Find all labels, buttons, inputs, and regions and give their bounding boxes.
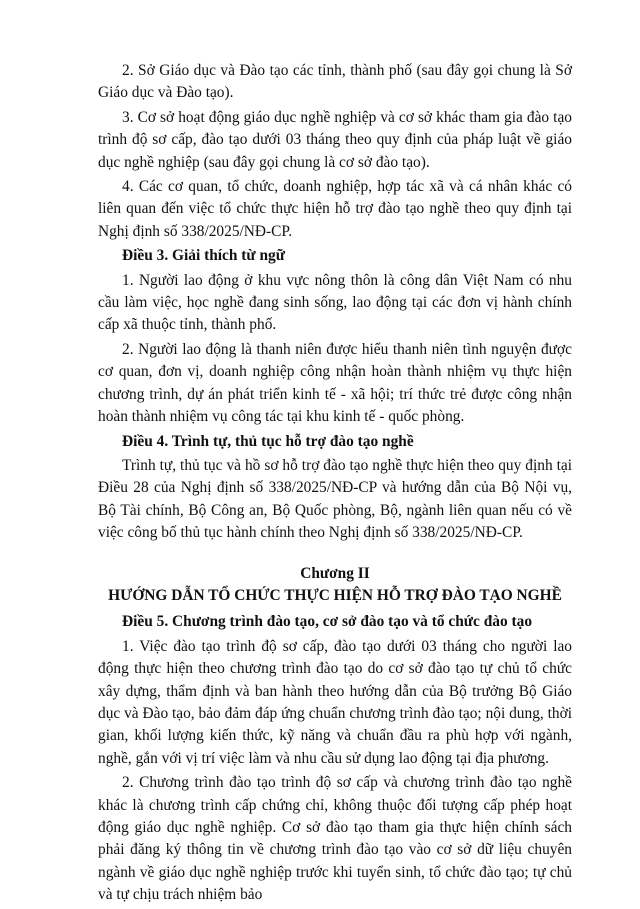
para-article-4-body: Trình tự, thủ tục và hồ sơ hỗ trợ đào tạo nghề thực hiện theo quy định tại Điều 28 của Nghị định số 338/2025/NĐ-CP và hướng dẫn của Bộ Nội vụ, Bộ Tài chính, Bộ Công an, Bộ Quốc phòng, Bộ, ngành liên quan nếu có về việc công bố thủ tục hành chính theo Nghị định số 338/2025/NĐ-CP. [98,456,572,542]
para-clause-4: 4. Các cơ quan, tổ chức, doanh nghiệp, hợp tác xã và cá nhân khác có liên quan đến việc tổ chức thực hiện hỗ trợ đào tạo nghề theo quy định tại Nghị định số 338/2025/NĐ-CP. [98,178,572,240]
chapter-2-title: Chương II [300,564,370,582]
para-clause-2: 2. Sở Giáo dục và Đào tạo các tỉnh, thành phố (sau đây gọi chung là Sở Giáo dục và Đào tạo). [98,62,572,102]
document-body [98,60,572,909]
article-5-heading: Điều 5. Chương trình đào tạo, cơ sở đào tạo và tổ chức đào tạo [122,613,533,631]
para-article-3-clause-1: 1. Người lao động ở khu vực nông thôn là công dân Việt Nam có nhu cầu làm việc, học nghề đang sinh sống, lao động tại các đơn vị hành chính cấp xã thuộc tỉnh, thành phố. [98,271,572,334]
chapter-2-subtitle: HƯỚNG DẪN TỔ CHỨC THỰC HIỆN HỖ TRỢ ĐÀO TẠO NGHỀ [108,586,562,604]
para-article-5-clause-2: 2. Chương trình đào tạo trình độ sơ cấp và chương trình đào tạo nghề khác là chương trình cấp chứng chỉ, không thuộc đối tượng cấp phép hoạt động giáo dục nghề nghiệp. Cơ sở đào tạo tham gia thực hiện chính sách phải đăng ký thông tin về chương trình đào tạo vào cơ sở dữ liệu chuyên ngành về giáo dục nghề nghiệp trước khi tuyển sinh, tổ chức đào tạo; tự chủ và tự chịu trách nhiệm bảo [98,774,572,904]
para-article-5-clause-1: 1. Việc đào tạo trình độ sơ cấp, đào tạo dưới 03 tháng cho người lao động thực hiện theo chương trình đào tạo do cơ sở đào tạo tự chủ tổ chức xây dựng, thẩm định và ban hành theo hướng dẫn của Bộ trưởng Bộ Giáo dục và Đào tạo, bảo đảm đáp ứng chuẩn chương trình đào tạo; nội dung, thời gian, khối lượng kiến thức, kỹ năng và chuẩn đầu ra phù hợp với ngành, nghề, gắn với vị trí việc làm và nhu cầu sử dụng lao động tại địa phương. [98,637,572,767]
para-clause-3: 3. Cơ sở hoạt động giáo dục nghề nghiệp và cơ sở khác tham gia đào tạo trình độ sơ cấp, đào tạo dưới 03 tháng theo quy định của pháp luật về giáo dục nghề nghiệp (sau đây gọi chung là cơ sở đào tạo). [98,108,572,171]
para-article-3-clause-2: 2. Người lao động là thanh niên được hiểu thanh niên tình nguyện được cơ quan, đơn vị, doanh nghiệp công nhận hoàn thành nhiệm vụ thực hiện chương trình, dự án phát triển kinh tế - xã hội; trí thức trẻ được công nhận hoàn thành nhiệm vụ công tác tại khu kinh tế - quốc phòng. [98,340,572,426]
article-3-heading: Điều 3. Giải thích từ ngữ [122,247,285,265]
article-4-heading: Điều 4. Trình tự, thủ tục hỗ trợ đào tạo nghề [122,432,414,450]
